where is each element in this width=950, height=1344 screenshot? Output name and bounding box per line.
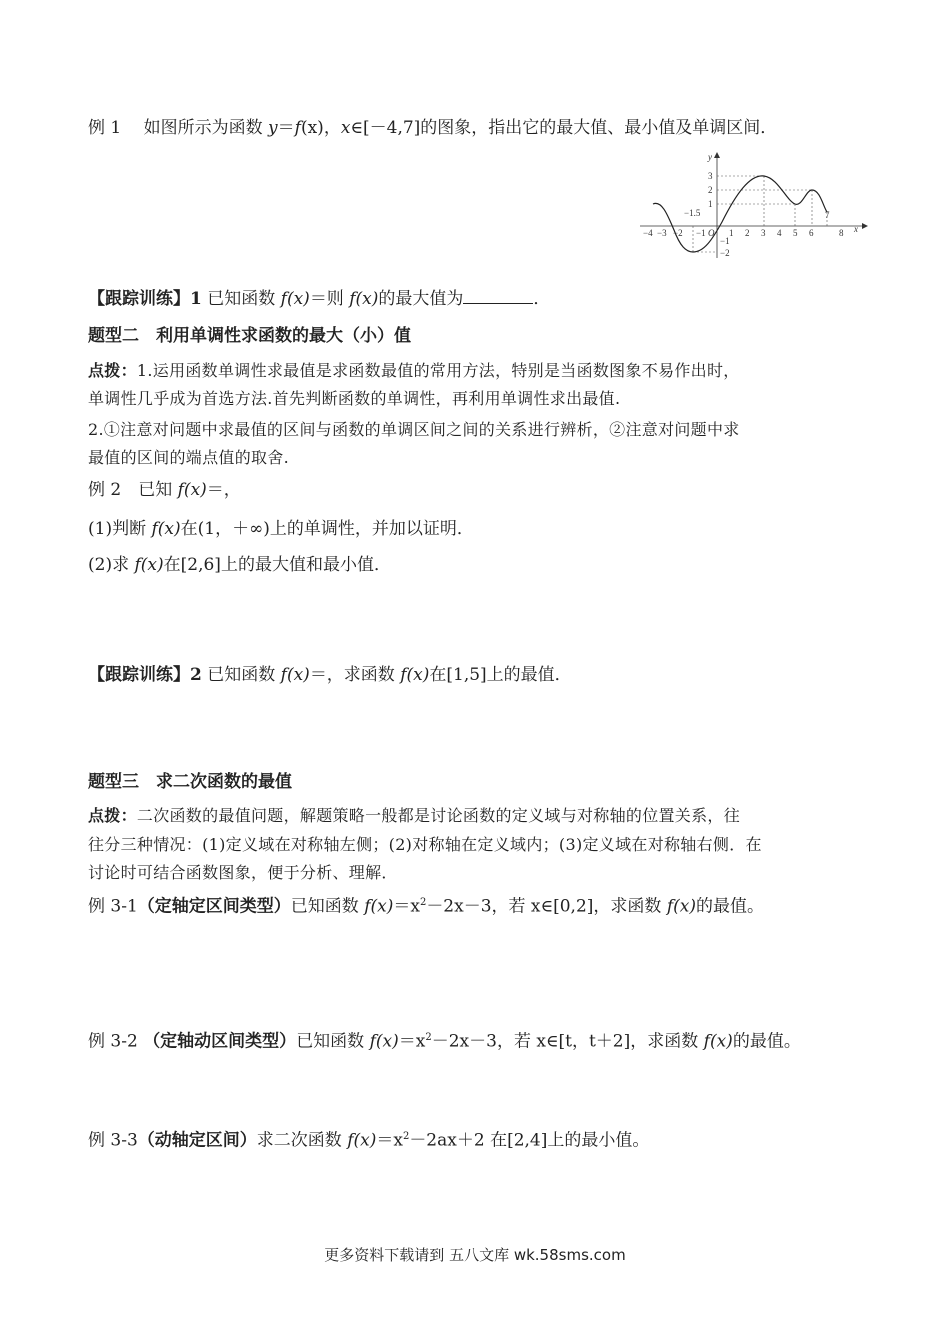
example-label: 例 1 [88, 118, 122, 138]
example-label: 例 3-2 [88, 1031, 138, 1052]
example-label: 例 2 [88, 480, 122, 500]
tip-paragraph: 2.①注意对问题中求最值的区间与函数的单调区间之间的关系进行辨析，②注意对问题中求 [88, 420, 740, 439]
x-tick: −3 [657, 228, 667, 238]
x-tick: 8 [839, 228, 844, 238]
section-heading-type-3: 题型三 求二次函数的最值 [88, 772, 292, 792]
x-tick: 1 [729, 228, 734, 238]
example-label: 例 3-1 [88, 896, 138, 917]
y-tick: −1 [720, 236, 730, 246]
annotation: −1.5 [684, 208, 701, 218]
tip-paragraph: 讨论时可结合函数图象，便于分析、理解． [88, 863, 398, 882]
x-tick: 4 [777, 228, 782, 238]
y-axis-arrow [714, 152, 720, 158]
x-tick: 6 [809, 228, 814, 238]
axis-label-x: x [854, 224, 858, 234]
tip-paragraph: 点拨：1.运用函数单调性求最值是求函数最值的常用方法，特别是当函数图象不易作出时， [88, 361, 740, 380]
example-label: 例 3-3 [88, 1130, 138, 1151]
example-3-2: 例 3-2 （定轴动区间类型）已知函数 $f(x)=x^2-2x-3$，若 x∈[t，t＋2]，求函数 f(x)的最值。 [88, 1031, 801, 1052]
y-tick: 3 [708, 171, 713, 181]
y-tick: 1 [708, 199, 713, 209]
example-2-question-2: (2)求 f(x)在[2,6]上的最大值和最小值． [88, 555, 391, 575]
tip-paragraph: 往分三种情况：(1)定义域在对称轴左侧；(2)对称轴在定义域内；(3)定义域在对称轴右侧．在 [88, 835, 762, 854]
tracking-training-2: 【跟踪训练】2 已知函数 f(x)＝，求函数 f(x)在[1,5]上的最值． [88, 665, 572, 685]
x-tick: O [708, 228, 715, 238]
tip-paragraph: 单调性几乎成为首选方法.首先判断函数的单调性，再利用单调性求出最值. [88, 389, 621, 408]
x-tick: −1 [696, 228, 706, 238]
example-1: 例 1 如图所示为函数 y＝f(x)，x∈[－4,7]的图象，指出它的最大值、最小值及单调区间． [88, 118, 778, 138]
function-graph [640, 150, 870, 260]
x-axis-arrow [862, 223, 868, 229]
x-tick: 2 [745, 228, 750, 238]
tip-paragraph: 最值的区间的端点值的取舍. [88, 448, 289, 467]
example-2-question-1: (1)判断 f(x)在(1，＋∞)上的单调性，并加以证明． [88, 519, 474, 539]
axis-label-y: y [708, 152, 712, 162]
section-heading-type-2: 题型二 利用单调性求函数的最大（小）值 [88, 326, 411, 346]
x-tick: 5 [793, 228, 798, 238]
y-tick: −2 [720, 248, 730, 258]
tip-paragraph: 点拨：二次函数的最值问题，解题策略一般都是讨论函数的定义域与对称轴的位置关系，往 [88, 806, 741, 825]
example-3-3: 例 3-3（动轴定区间）求二次函数 $f(x)=x^2-2ax+2$ 在[2,4]上的最小值。 [88, 1130, 650, 1151]
x-tick: 7 [825, 210, 830, 220]
answer-blank [463, 287, 533, 304]
function-curve [653, 176, 827, 252]
example-2: 例 2 已知 f(x)＝， [88, 480, 241, 500]
x-tick: 3 [761, 228, 766, 238]
example-3-1: 例 3-1（定轴定区间类型）已知函数 $f(x)=x^2-2x-3$，若 x∈[0,2]，求函数 f(x)的最值。 [88, 896, 764, 917]
training-tag: 【跟踪训练】1 [88, 289, 202, 309]
page-footer: 更多资料下载请到 五八文库 wk.58sms.com [324, 1246, 626, 1264]
x-tick: −4 [643, 228, 653, 238]
training-tag: 【跟踪训练】2 [88, 665, 202, 685]
tracking-training-1: 【跟踪训练】1 已知函数 f(x)＝则 f(x)的最大值为 ． [88, 289, 551, 309]
x-tick: −2 [673, 228, 683, 238]
y-tick: 2 [708, 185, 713, 195]
